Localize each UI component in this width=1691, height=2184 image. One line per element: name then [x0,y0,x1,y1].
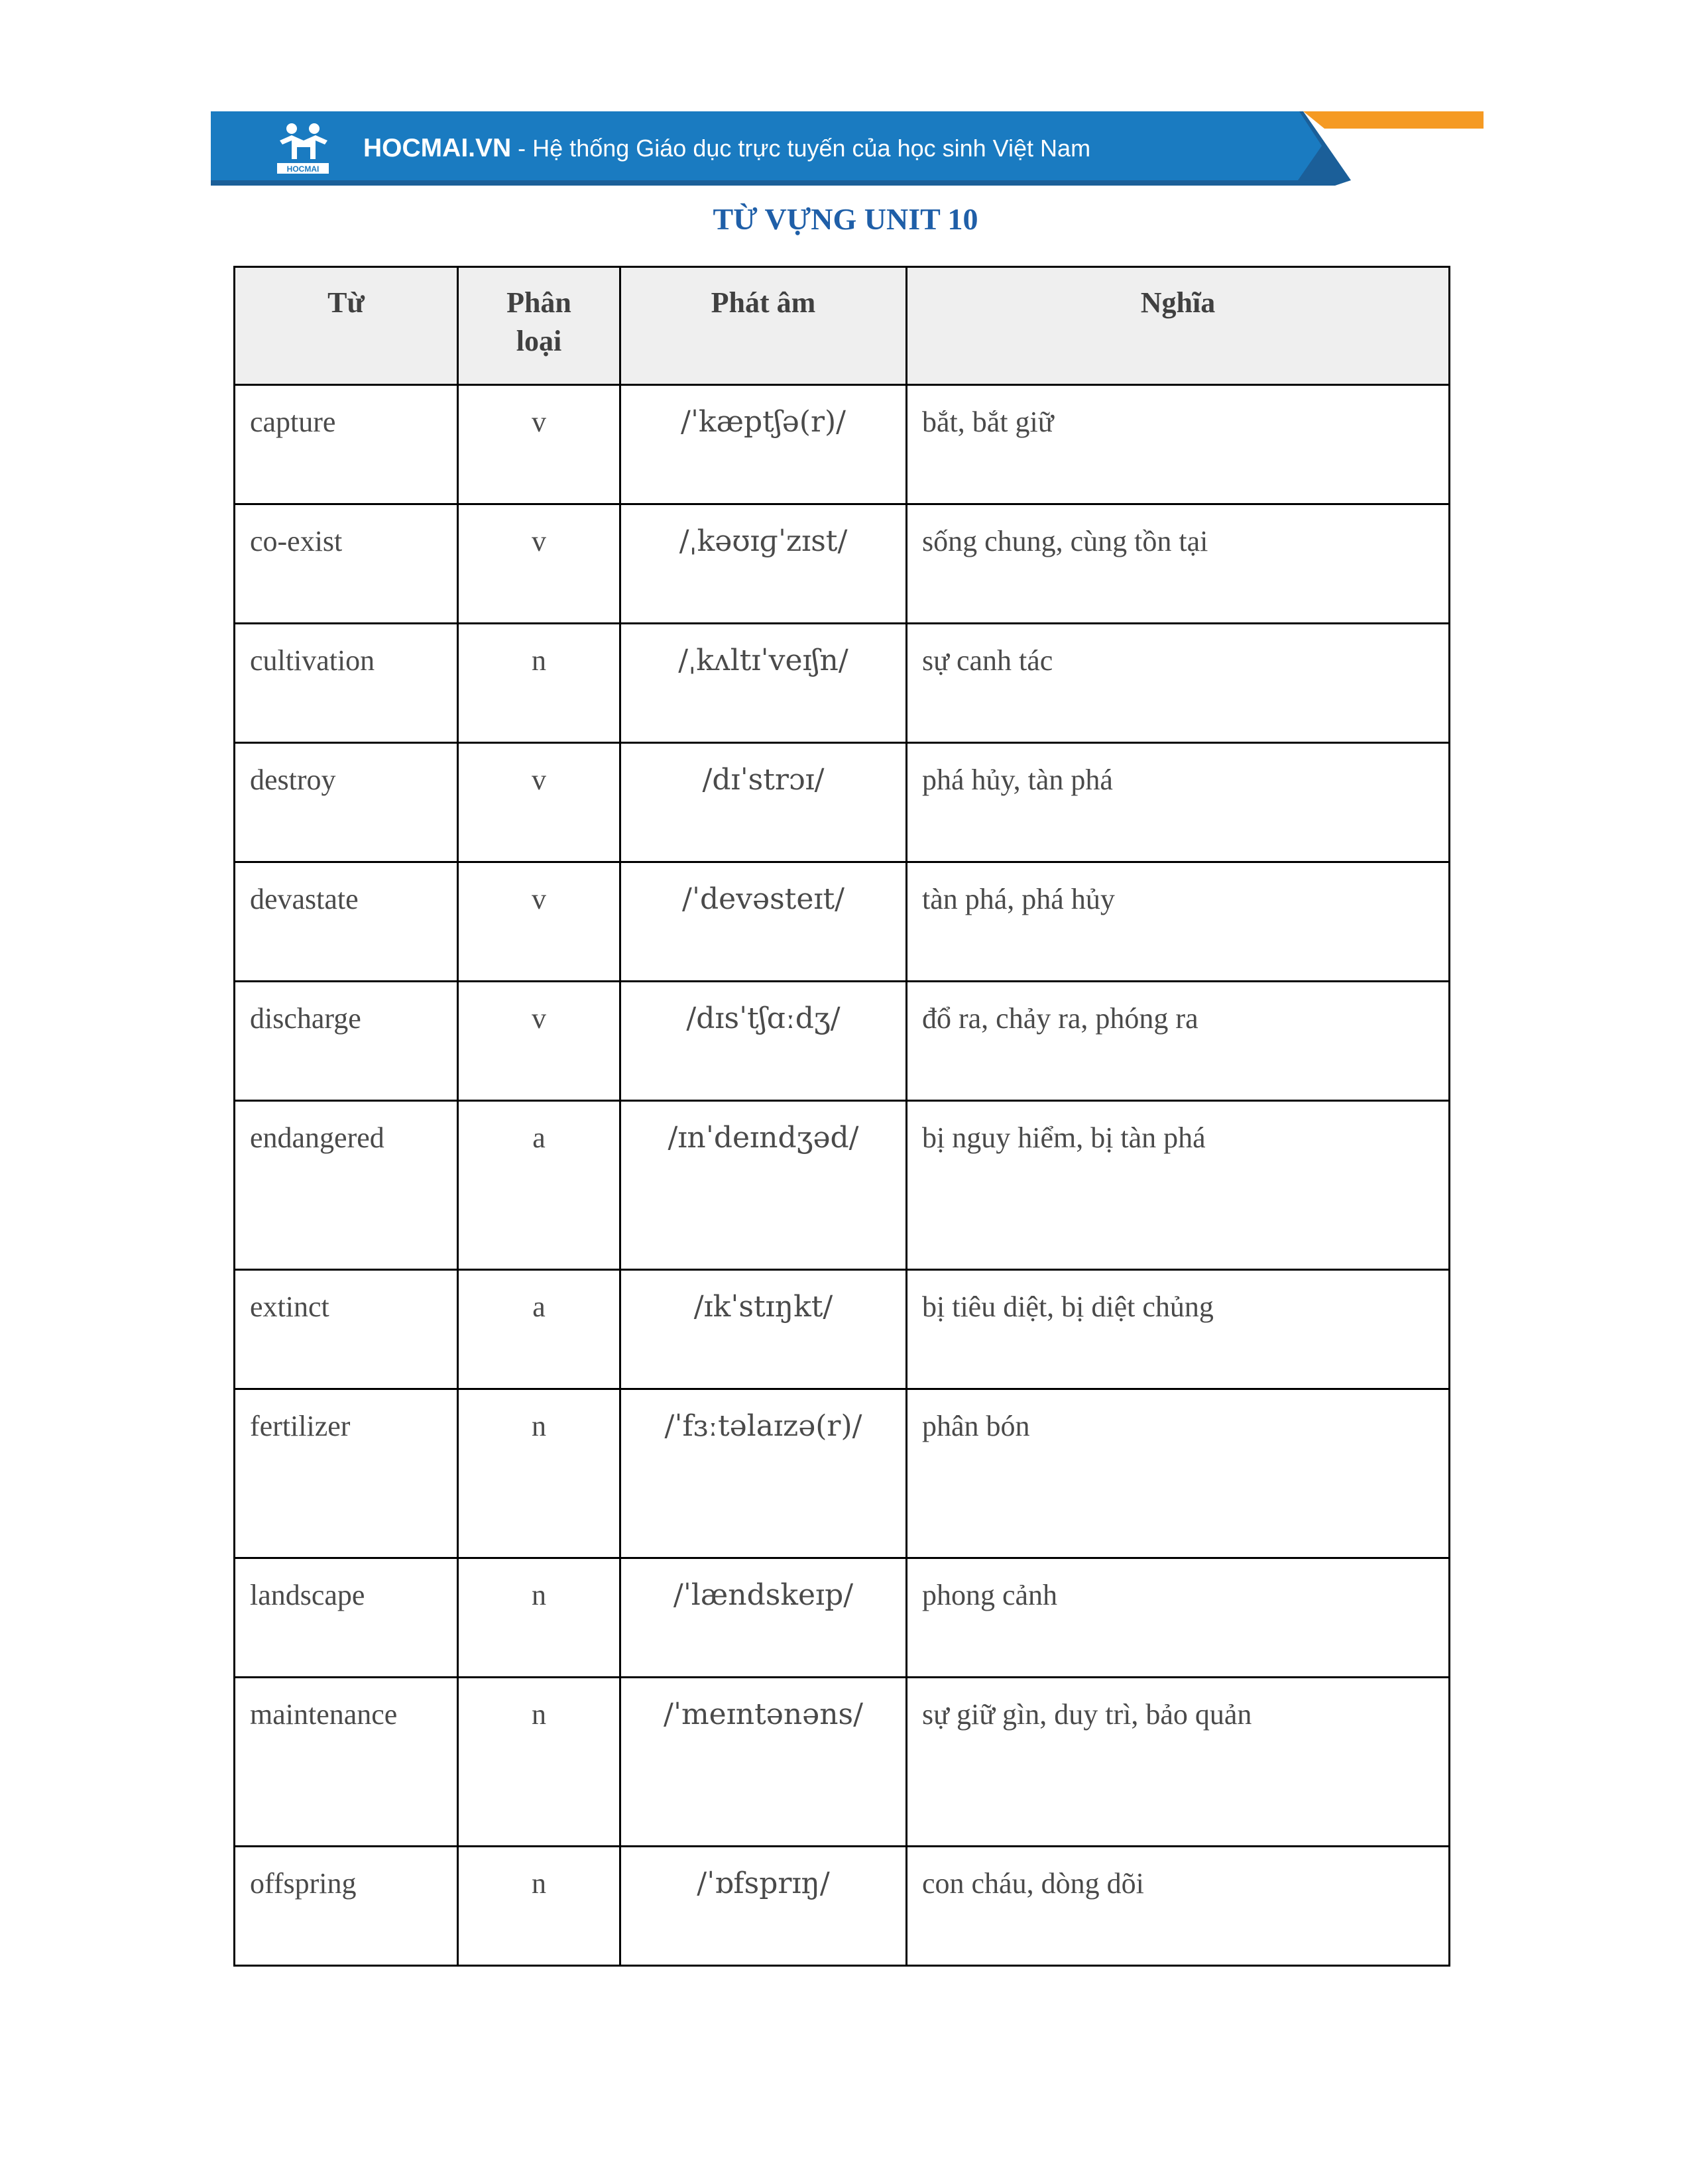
vocabulary-table [233,266,1450,1967]
table-row [235,1678,1450,1847]
cell-word: fertilizer [235,1389,458,1558]
brand-name: HOCMAI.VN [363,134,512,162]
cell-pronunciation: /ˈlændskeɪp/ [620,1558,907,1678]
cell-word: extinct [235,1270,458,1389]
cell-word: co-exist [235,504,458,624]
table-row [235,1389,1450,1558]
table-row [235,1558,1450,1678]
cell-meaning: bị nguy hiểm, bị tàn phá [907,1101,1450,1270]
cell-type: v [458,385,620,504]
cell-pronunciation: /ˈɒfsprɪŋ/ [620,1847,907,1966]
svg-text:HOCMAI: HOCMAI [286,164,320,174]
cell-type: n [458,1558,620,1678]
header-banner [211,111,1484,186]
document-title: TỪ VỰNG UNIT 10 [713,202,978,236]
cell-pronunciation: /ɪnˈdeɪndʒəd/ [620,1101,907,1270]
cell-type: a [458,1270,620,1389]
table-row [235,624,1450,743]
cell-type: v [458,862,620,982]
cell-meaning: sống chung, cùng tồn tại [907,504,1450,624]
tagline-text: - Hệ thống Giáo dục trực tuyến của học sinh Việt Nam [511,135,1091,162]
cell-word: destroy [235,743,458,862]
table-row [235,982,1450,1101]
header-meaning: Nghĩa [907,267,1450,385]
table-row [235,1270,1450,1389]
cell-pronunciation: /ɪkˈstɪŋkt/ [620,1270,907,1389]
cell-meaning: phân bón [907,1389,1450,1558]
header-type: Phân loại [458,267,620,385]
cell-type: v [458,743,620,862]
cell-meaning: con cháu, dòng dõi [907,1847,1450,1966]
cell-pronunciation: /ˌkʌltɪˈveɪʃn/ [620,624,907,743]
cell-word: offspring [235,1847,458,1966]
cell-meaning: phong cảnh [907,1558,1450,1678]
cell-word: maintenance [235,1678,458,1847]
cell-meaning: tàn phá, phá hủy [907,862,1450,982]
cell-word: endangered [235,1101,458,1270]
cell-type: n [458,1847,620,1966]
cell-pronunciation: /ˌkəʊɪɡˈzɪst/ [620,504,907,624]
cell-pronunciation: /ˈdevəsteɪt/ [620,862,907,982]
cell-pronunciation: /ˈfɜːtəlaɪzə(r)/ [620,1389,907,1558]
header-word: Từ [235,267,458,385]
cell-type: v [458,982,620,1101]
cell-meaning: sự canh tác [907,624,1450,743]
table-row [235,504,1450,624]
cell-meaning: bắt, bắt giữ [907,385,1450,504]
hocmai-logo-icon [274,121,331,178]
banner-orange-stripe [1303,111,1484,129]
table-row [235,743,1450,862]
cell-type: n [458,624,620,743]
table-header-row [235,267,1450,385]
table-row [235,385,1450,504]
table-row [235,862,1450,982]
table-row [235,1101,1450,1270]
cell-meaning: đổ ra, chảy ra, phóng ra [907,982,1450,1101]
cell-type: n [458,1389,620,1558]
cell-pronunciation: /dɪsˈtʃɑːdʒ/ [620,982,907,1101]
cell-word: cultivation [235,624,458,743]
cell-meaning: sự giữ gìn, duy trì, bảo quản [907,1678,1450,1847]
cell-meaning: bị tiêu diệt, bị diệt chủng [907,1270,1450,1389]
cell-word: devastate [235,862,458,982]
cell-pronunciation: /ˈmeɪntənəns/ [620,1678,907,1847]
cell-word: landscape [235,1558,458,1678]
cell-pronunciation: /ˈkæptʃə(r)/ [620,385,907,504]
cell-word: discharge [235,982,458,1101]
cell-meaning: phá hủy, tàn phá [907,743,1450,862]
banner-tagline [363,129,1090,168]
cell-type: n [458,1678,620,1847]
header-pronunciation: Phát âm [620,267,907,385]
table-row [235,1847,1450,1966]
cell-word: capture [235,385,458,504]
cell-pronunciation: /dɪˈstrɔɪ/ [620,743,907,862]
cell-type: v [458,504,620,624]
cell-type: a [458,1101,620,1270]
